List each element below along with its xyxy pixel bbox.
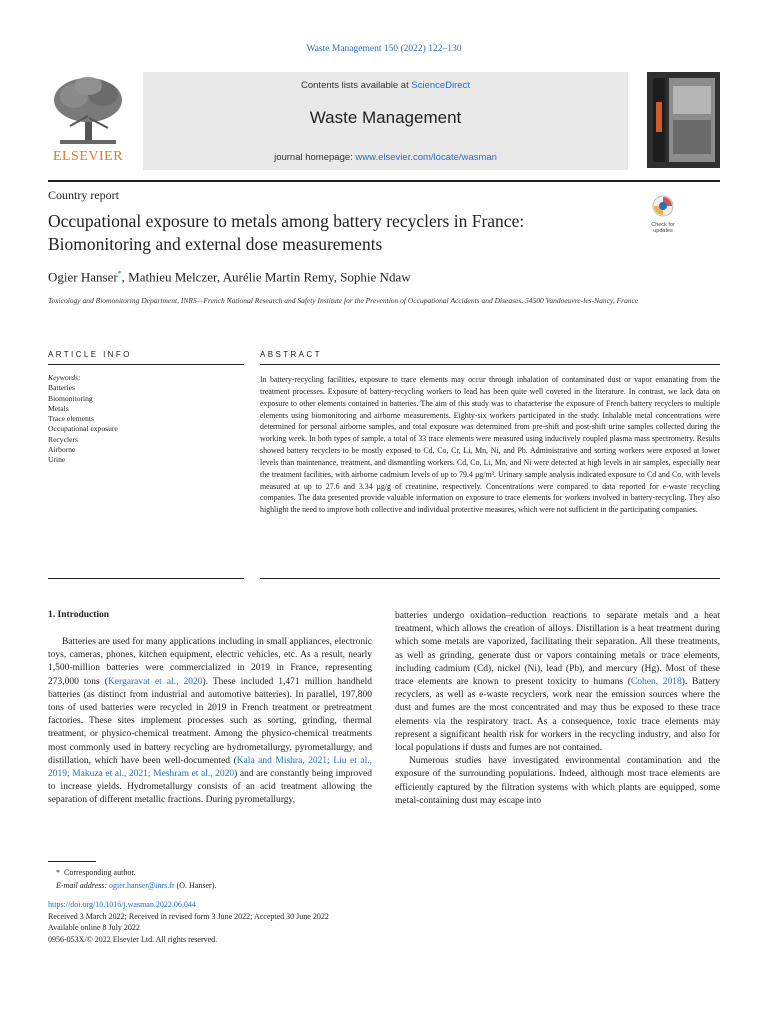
- footnote: * Corresponding author. E-mail address: ogier.hanser@inrs.fr (O. Hanser).: [56, 868, 217, 890]
- sciencedirect-link[interactable]: ScienceDirect: [411, 80, 470, 91]
- body-column-left: [48, 636, 372, 808]
- paragraph: Numerous studies have investigated environmental contamination and the exposure of the surrounding populations. Indeed, although most trace elements are efficiently captured by the filtration systems with which plants are equipped, some metal-containing dust may escape into: [395, 756, 720, 806]
- abstract-body: In battery-recycling facilities, exposure to trace elements may occur through inhalation of contaminated dust or vapor emanating from the treatment processes. Exposure of battery-recycling workers to lead has been quite well covered in the literature. In contrast, we lack data on exposure to other elements contained in batteries. The aim of this study was to characterise the exposure of French battery recyclers to multiple elements using biomonitoring and airborne measurements. Eighty-six workers participated in the study. Inhalable metal concentrations were determined for personal airborne samples, and total exposure was determined from pre-shift and post-shift urine samples collected during the working week. In both types of sample, a total of 33 trace elements were measured using inductively coupled plasma mass spectrometry. Results showed battery recyclers to be mostly exposed to Cd, Co, Cr, Li, Mn, Ni, and Pb. Administrative and sorting workers were exposed at lower levels than maintenance, treatment, and dismantling workers. Cd, Co, Li, Mn, and Ni were detected at high levels in air samples, especially near the treatment facilities, with airborne cadmium levels of up to 79.4 μg/m³. Urinary sample analysis indicated exposure to Cd and Co, with levels measured at up to 27.6 and 3.34 μg/g of creatinine, respectively. Concentrations were compared to data reported for e-waste recycling companies. The data presented provide valuable information on exposure to trace elements for workers involved in battery-recycling. They also highlight the need to improve both collective and individual protective measures, which were not sufficient in the participating companies.: [260, 375, 720, 515]
- keyword: Occupational exposure: [48, 424, 118, 434]
- keyword: Batteries: [48, 383, 75, 393]
- divider: [260, 578, 720, 579]
- journal-title: Waste Management: [309, 108, 462, 127]
- keywords-label: Keywords:: [48, 373, 81, 382]
- body-column-right: [395, 610, 720, 808]
- author-name[interactable]: Aurélie Martin Remy: [222, 269, 334, 285]
- doi-link[interactable]: https://doi.org/10.1016/j.wasman.2022.06.044: [48, 900, 196, 909]
- email-link[interactable]: ogier.hanser@inrs.fr: [109, 881, 175, 890]
- article-type: Country report: [48, 188, 119, 202]
- keyword: Recyclers: [48, 434, 78, 444]
- reference-link[interactable]: Kergaravat et al., 2020: [107, 676, 203, 687]
- journal-citation[interactable]: Waste Management 150 (2022) 122–130: [306, 44, 462, 54]
- copyright: 0956-053X/© 2022 Elsevier Ltd. All rights reserved.: [48, 934, 218, 944]
- author-affiliation: Toxicology and Biomonitoring Department, INRS—French National Research and Safety Institute for the Prevention of Occupational Accidents and Diseases, 54500 Vandoeuvre-les-Nancy, France: [48, 296, 639, 305]
- homepage-link[interactable]: www.elsevier.com/locate/wasman: [355, 152, 497, 163]
- divider: [260, 364, 720, 365]
- abstract-heading: ABSTRACT: [260, 350, 322, 359]
- journal-cover-image: [647, 72, 720, 168]
- keyword-list: [48, 373, 244, 466]
- author-name[interactable]: Sophie Ndaw: [340, 269, 411, 285]
- reference-link[interactable]: Cohen, 2018: [630, 677, 682, 688]
- reference-link[interactable]: Kala and Mishra, 2021; Liu et al., 2019; Makuza et al., 2021; Meshram et al., 2020: [48, 755, 372, 780]
- article-info-heading: ARTICLE INFO: [48, 350, 132, 359]
- author-name[interactable]: Ogier Hanser: [48, 269, 118, 285]
- keyword: Trace elements: [48, 414, 94, 424]
- online-date: Available online 8 July 2022: [48, 923, 140, 932]
- keyword: Biomonitoring: [48, 393, 93, 403]
- divider: [48, 364, 244, 365]
- keyword: Metals: [48, 403, 69, 413]
- article-title: Occupational exposure to metals among battery recyclers in France: Biomonitoring and external dose measurements: [48, 211, 525, 254]
- header-rule: [48, 180, 720, 182]
- publication-details: [48, 899, 548, 945]
- check-for-updates-badge[interactable]: Check for updates: [645, 195, 681, 229]
- author-name[interactable]: Mathieu Melczer: [128, 269, 217, 285]
- journal-homepage: journal homepage: www.elsevier.com/locate/wasman: [274, 152, 497, 163]
- paragraph: Batteries are used for many applications including in small appliances, electronic toys, cameras, phones, kitchen equipment, electric vehicles, etc. As a result, nearly 1,500-million batteries were commercialized in 2019 in France, representing 273,000 tons (Kergaravat et al., 2020). These included 1,471 million handheld batteries (as distinct from industrial and automotive batteries). In parallel, 197,800 tons of used batteries were recycled in 2019 in French treatment or pretreatment factories. These sites implement processes such as sorting, grinding, thermal treatment, or physico-chemical treatment. Among the physico-chemical treatments most commonly used in battery recycling are hydrometallurgy, pyrometallurgy, and distillation, which have been well-documented (Kala and Mishra, 2021; Liu et al., 2019; Makuza et al., 2021; Meshram et al., 2020) and are constantly being improved to increase yields. Hydrometallurgy consists of an acid treatment allowing the separation of different metallic fractions. During pyrometallurgy,: [48, 637, 373, 806]
- keyword: Airborne: [48, 445, 76, 455]
- author-list: Ogier Hanser*, Mathieu Melczer, Aurélie Martin Remy, Sophie Ndaw: [48, 269, 411, 285]
- corresponding-author-mark[interactable]: *: [117, 269, 122, 278]
- keyword: Urine: [48, 455, 66, 465]
- contents-line: Contents lists available at ScienceDirect: [301, 80, 470, 91]
- paragraph: batteries undergo oxidation–reduction reactions to separate metals and a heat treatment, which allows the creation of alloys. Distillation is a heat treatment during which some metals are vaporized, facilitating their separation. All these treatments, as well as grinding, generate dust or vapors containing metals or trace elements, including cadmium (Cd), nickel (Ni), lead (Pb), and mercury (Hg). Most of these trace elements are known to present toxicity to humans (Cohen, 2018). Battery recyclers, as well as e-waste recyclers, work near the emission sources where the dust and fumes are the most concentrated and may thus be exposed to these trace elements via the respiratory tract. As a consequence, toxic trace elements may represent a significant health risk for workers in the recycling industry, and also for local populations if dusts and fumes are not contained.: [395, 611, 720, 754]
- section-heading-introduction: 1. Introduction: [48, 610, 110, 620]
- received-dates: Received 3 March 2022; Received in revised form 3 June 2022; Accepted 30 June 2022: [48, 911, 329, 921]
- divider: [48, 578, 244, 579]
- footnote-rule: [48, 861, 96, 862]
- publisher-name: ELSEVIER: [52, 149, 124, 164]
